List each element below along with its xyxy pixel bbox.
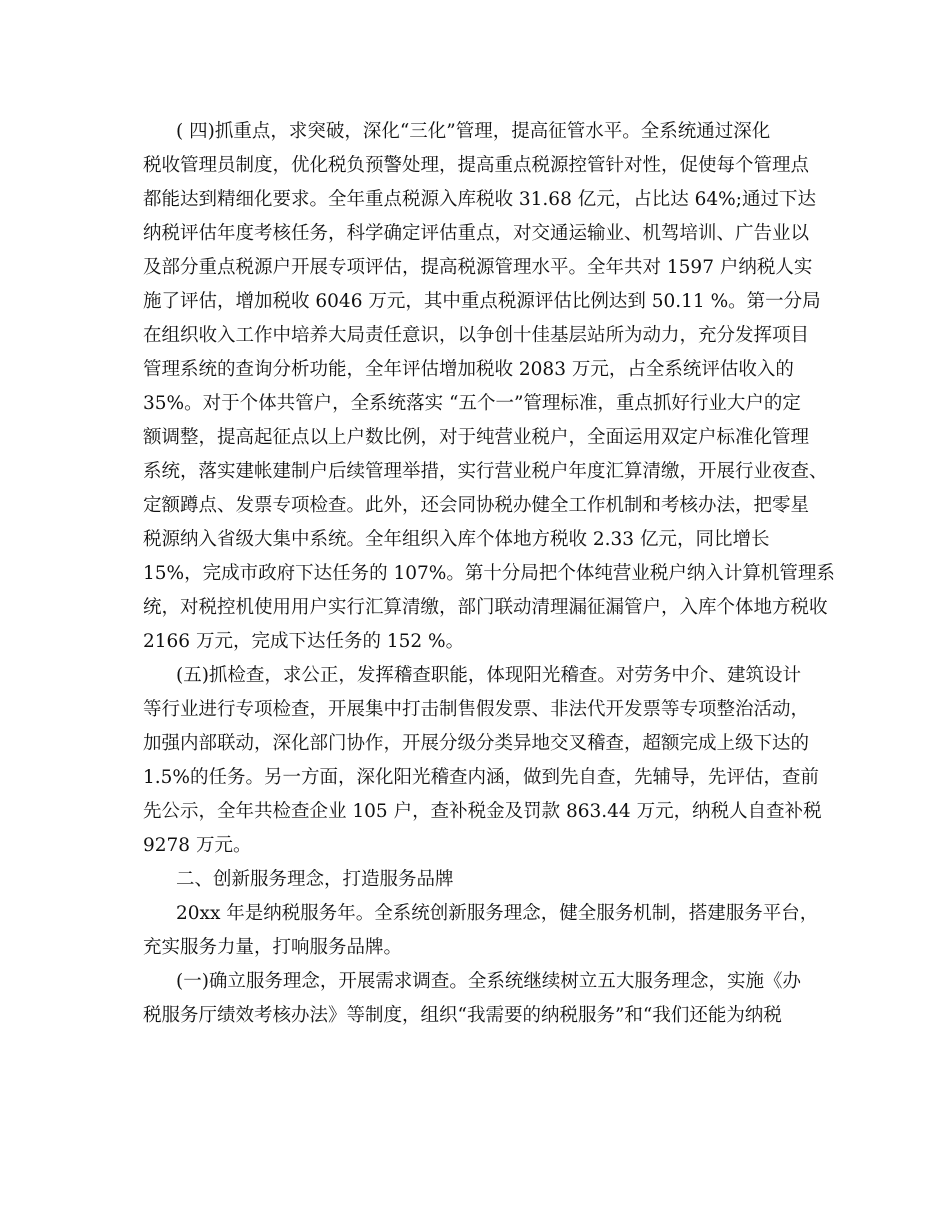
text-line: 施了评估，增加税收 6046 万元，其中重点税源评估比例达到 50.11 %。第一分局 — [143, 291, 821, 312]
text-line: 及部分重点税源户开展专项评估，提高税源管理水平。全年共对 1597 户纳税人实 — [143, 257, 813, 278]
text-line: 额调整，提高起征点以上户数比例，对于纯营业税户，全面运用双定户标准化管理 — [143, 427, 810, 448]
text-line: 统，对税控机使用用户实行汇算清缴，部门联动清理漏征漏管户，入库个体地方税收 — [143, 597, 828, 618]
text-line: 35%。对于个体共管户，全系统落实 “五个一”管理标准，重点抓好行业大户的定 — [143, 393, 801, 414]
text-line: (五)抓检查，求公正，发挥稽查职能，体现阳光稽查。对劳务中介、建筑设计 — [176, 665, 801, 686]
text-line: 定额蹲点、发票专项检查。此外，还会同协税办健全工作机制和考核办法，把零星 — [143, 495, 810, 516]
text-line: 2166 万元，完成下达任务的 152 %。 — [143, 631, 465, 652]
text-line: 20xx 年是纳税服务年。全系统创新服务理念，健全服务机制，搭建服务平台， — [176, 903, 819, 924]
text-line: (一)确立服务理念，开展需求调查。全系统继续树立五大服务理念，实施《办 — [176, 971, 801, 992]
text-line: 税源纳入省级大集中系统。全年组织入库个体地方税收 2.33 亿元，同比增长 — [143, 529, 770, 550]
text-line: 管理系统的查询分析功能，全年评估增加税收 2083 万元，占全系统评估收入的 — [143, 359, 794, 380]
text-line: ( 四)抓重点，求突破，深化“三化”管理，提高征管水平。全系统通过深化 — [176, 121, 771, 142]
text-line: 税收管理员制度，优化税负预警处理，提高重点税源控管针对性，促使每个管理点 — [143, 155, 810, 176]
text-line: 1.5%的任务。另一方面，深化阳光稽查内涵，做到先自查，先辅导，先评估，查前 — [143, 767, 820, 788]
section-heading: 二、创新服务理念，打造服务品牌 — [176, 869, 454, 890]
text-line: 在组织收入工作中培养大局责任意识，以争创十佳基层站所为动力，充分发挥项目 — [143, 325, 810, 346]
text-line: 充实服务力量，打响服务品牌。 — [143, 937, 403, 958]
text-line: 加强内部联动，深化部门协作，开展分级分类异地交叉稽查，超额完成上级下达的 — [143, 733, 810, 754]
text-line: 税服务厅绩效考核办法》等制度，组织“我需要的纳税服务”和“我们还能为纳税 — [143, 1005, 782, 1026]
text-line: 15%，完成市政府下达任务的 107%。第十分局把个体纯营业税户纳入计算机管理系 — [143, 563, 835, 584]
text-line: 先公示，全年共检查企业 105 户，查补税金及罚款 863.44 万元，纳税人自查补税 — [143, 801, 822, 822]
text-line: 纳税评估年度考核任务，科学确定评估重点，对交通运输业、机驾培训、广告业以 — [143, 223, 810, 244]
text-line: 都能达到精细化要求。全年重点税源入库税收 31.68 亿元，占比达 64%;通过下达 — [143, 189, 816, 210]
text-line: 系统，落实建帐建制户后续管理举措，实行营业税户年度汇算清缴，开展行业夜查、 — [143, 461, 828, 482]
text-line: 等行业进行专项检查，开展集中打击制售假发票、非法代开发票等专项整治活动， — [143, 699, 810, 720]
text-line: 9278 万元。 — [143, 835, 252, 856]
